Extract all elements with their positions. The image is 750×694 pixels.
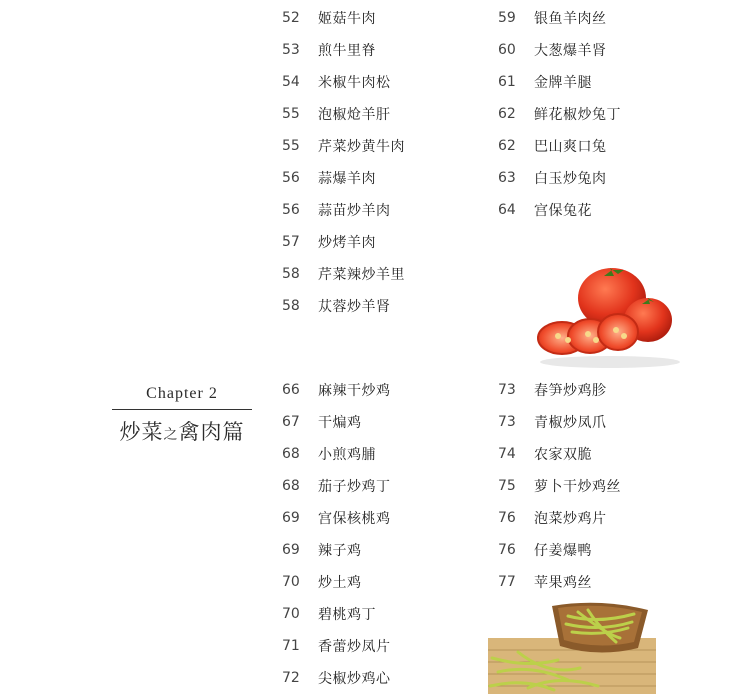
page-number: 55 xyxy=(282,106,300,122)
page-number: 68 xyxy=(282,446,300,462)
page-number: 72 xyxy=(282,670,300,686)
chapter-number: Chapter 2 xyxy=(112,385,252,410)
page-number: 59 xyxy=(498,10,516,26)
dish-name: 白玉炒兔肉 xyxy=(534,171,607,187)
toc-entry xyxy=(498,534,621,566)
page-number: 73 xyxy=(498,382,516,398)
toc-entry xyxy=(282,502,391,534)
page-number: 71 xyxy=(282,638,300,654)
page-number: 67 xyxy=(282,414,300,430)
page-number: 60 xyxy=(498,42,516,58)
toc-entry xyxy=(498,374,621,406)
dish-name: 仔姜爆鸭 xyxy=(534,543,592,559)
chapter-heading xyxy=(112,385,252,446)
page-number: 55 xyxy=(282,138,300,154)
dish-name: 泡菜炒鸡片 xyxy=(534,511,607,527)
toc-entry xyxy=(498,98,621,130)
dish-name: 干煸鸡 xyxy=(318,415,362,431)
toc-entry xyxy=(498,406,621,438)
dish-name: 青椒炒凤爪 xyxy=(534,415,607,431)
page-number: 74 xyxy=(498,446,516,462)
toc-entry xyxy=(282,194,405,226)
toc-entry xyxy=(498,566,621,598)
dish-name: 煎牛里脊 xyxy=(318,43,376,59)
toc-entry xyxy=(282,258,405,290)
dish-name: 农家双脆 xyxy=(534,447,592,463)
toc-entry xyxy=(282,470,391,502)
toc-entry xyxy=(498,66,621,98)
page-number: 76 xyxy=(498,542,516,558)
page-number: 63 xyxy=(498,170,516,186)
toc-entry xyxy=(282,374,391,406)
toc-entry xyxy=(282,2,405,34)
page-number: 66 xyxy=(282,382,300,398)
chapter-title-part-3: 禽肉篇 xyxy=(178,420,245,444)
toc-entry xyxy=(498,470,621,502)
toc-entry xyxy=(282,406,391,438)
dish-name: 茄子炒鸡丁 xyxy=(318,479,391,495)
page-number: 57 xyxy=(282,234,300,250)
toc-entry xyxy=(282,566,391,598)
dish-name: 香蕾炒凤片 xyxy=(318,639,391,655)
dish-name: 蒜爆羊肉 xyxy=(318,171,376,187)
dish-name: 银鱼羊肉丝 xyxy=(534,11,607,27)
toc-column-4 xyxy=(498,374,621,598)
toc-entry xyxy=(498,2,621,34)
dish-name: 大葱爆羊肾 xyxy=(534,43,607,59)
chapter-title-part-2: 之 xyxy=(163,427,179,443)
page-number: 53 xyxy=(282,42,300,58)
page-number: 58 xyxy=(282,266,300,282)
toc-entry xyxy=(498,162,621,194)
chapter-title-part-1: 炒菜 xyxy=(119,420,164,444)
toc-entry xyxy=(282,98,405,130)
toc-entry xyxy=(498,130,621,162)
toc-entry xyxy=(282,630,391,662)
toc-entry xyxy=(498,438,621,470)
dish-name: 蒜苗炒羊肉 xyxy=(318,203,391,219)
toc-entry xyxy=(282,162,405,194)
dish-name: 芹菜炒黄牛肉 xyxy=(318,139,405,155)
page-number: 75 xyxy=(498,478,516,494)
dish-name: 泡椒炝羊肝 xyxy=(318,107,391,123)
dish-name: 苁蓉炒羊肾 xyxy=(318,299,391,315)
page-number: 77 xyxy=(498,574,516,590)
dish-name: 春笋炒鸡胗 xyxy=(534,383,607,399)
dish-name: 宫保核桃鸡 xyxy=(318,511,391,527)
page-number: 70 xyxy=(282,574,300,590)
dish-name: 苹果鸡丝 xyxy=(534,575,592,591)
page-number: 56 xyxy=(282,202,300,218)
page-number: 69 xyxy=(282,510,300,526)
page-number: 73 xyxy=(498,414,516,430)
dish-name: 小煎鸡脯 xyxy=(318,447,376,463)
dish-name: 芹菜辣炒羊里 xyxy=(318,267,405,283)
toc-column-1 xyxy=(282,2,405,322)
page-number: 61 xyxy=(498,74,516,90)
toc-entry xyxy=(282,290,405,322)
dish-name: 辣子鸡 xyxy=(318,543,362,559)
toc-entry xyxy=(498,194,621,226)
toc-entry xyxy=(282,226,405,258)
dish-name: 麻辣干炒鸡 xyxy=(318,383,391,399)
toc-entry xyxy=(282,34,405,66)
toc-entry xyxy=(282,66,405,98)
toc-entry xyxy=(282,534,391,566)
dish-name: 碧桃鸡丁 xyxy=(318,607,376,623)
page-number: 62 xyxy=(498,138,516,154)
toc-entry xyxy=(282,130,405,162)
page-number: 76 xyxy=(498,510,516,526)
dish-name: 巴山爽口兔 xyxy=(534,139,607,155)
page-number: 52 xyxy=(282,10,300,26)
green-beans-photo xyxy=(488,598,656,694)
dish-name: 炒土鸡 xyxy=(318,575,362,591)
dish-name: 米椒牛肉松 xyxy=(318,75,391,91)
tomato-photo xyxy=(528,258,688,370)
toc-column-3 xyxy=(282,374,391,694)
dish-name: 炒烤羊肉 xyxy=(318,235,376,251)
toc-entry xyxy=(282,438,391,470)
dish-name: 尖椒炒鸡心 xyxy=(318,671,391,687)
dish-name: 金牌羊腿 xyxy=(534,75,592,91)
dish-name: 姬菇牛肉 xyxy=(318,11,376,27)
page-number: 54 xyxy=(282,74,300,90)
toc-column-2 xyxy=(498,2,621,226)
dish-name: 鲜花椒炒兔丁 xyxy=(534,107,621,123)
toc-entry xyxy=(282,662,391,694)
page-number: 69 xyxy=(282,542,300,558)
toc-entry xyxy=(498,502,621,534)
chapter-title xyxy=(112,410,252,446)
toc-entry xyxy=(282,598,391,630)
page-number: 56 xyxy=(282,170,300,186)
page-number: 58 xyxy=(282,298,300,314)
page-number: 62 xyxy=(498,106,516,122)
page-number: 70 xyxy=(282,606,300,622)
toc-entry xyxy=(498,34,621,66)
dish-name: 萝卜干炒鸡丝 xyxy=(534,479,621,495)
page-number: 64 xyxy=(498,202,516,218)
page-number: 68 xyxy=(282,478,300,494)
dish-name: 宫保兔花 xyxy=(534,203,592,219)
